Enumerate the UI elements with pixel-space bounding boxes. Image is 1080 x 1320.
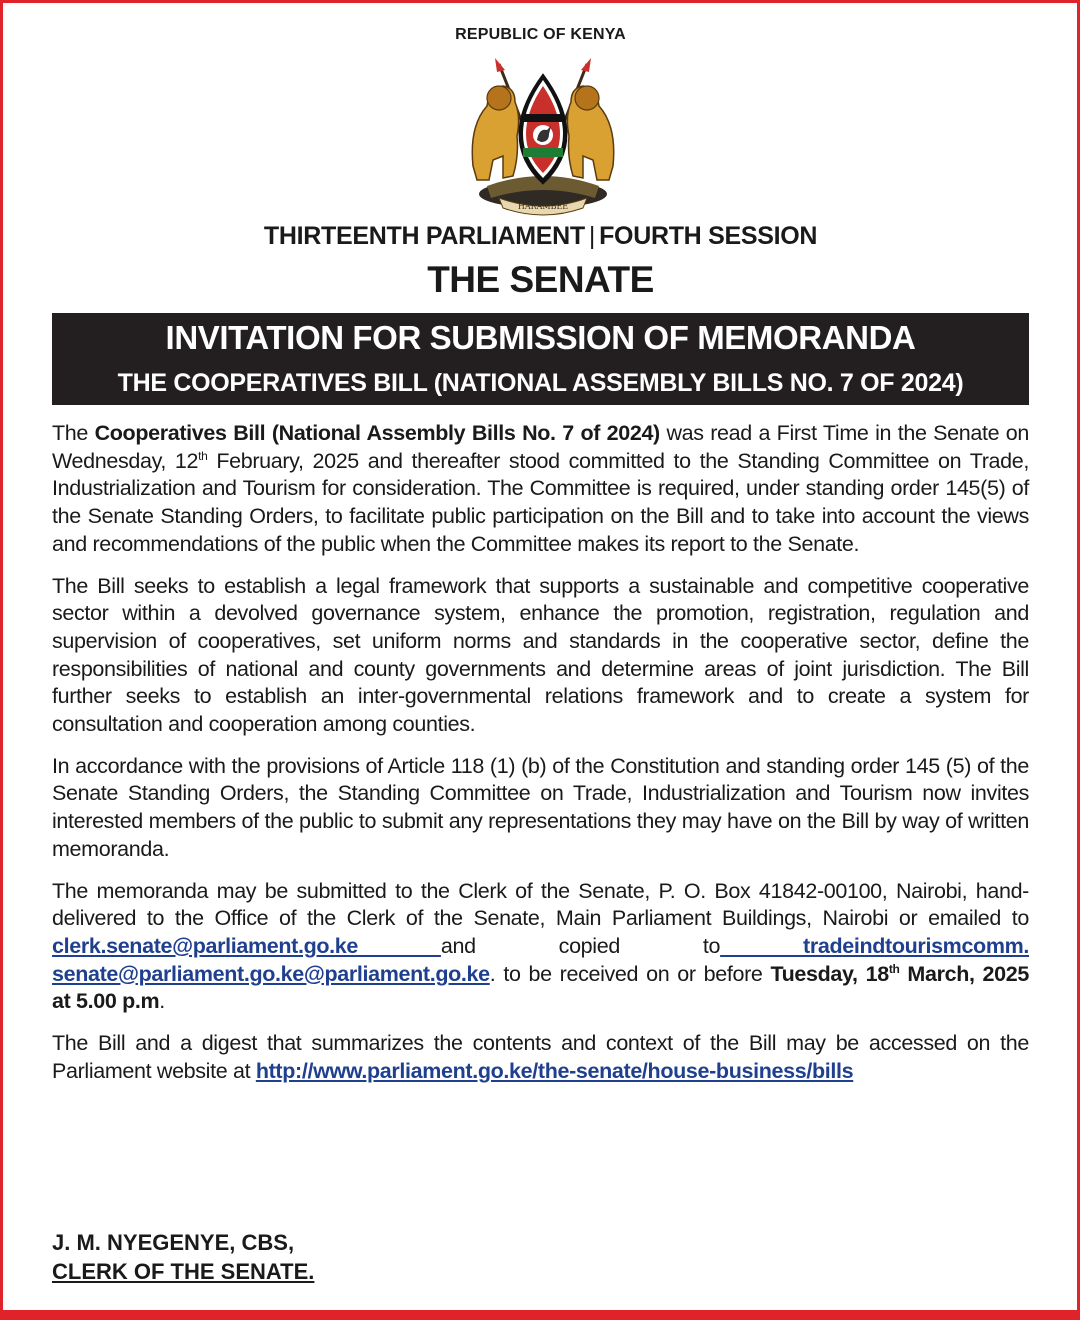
deadline-date: March, 2025 at 5.00 p.m — [52, 961, 1029, 1014]
bills-website-link[interactable]: http://www.parliament.go.ke/the-senate/house-business/bills — [255, 1058, 854, 1083]
republic-heading: REPUBLIC OF KENYA — [455, 26, 626, 43]
deadline-ordinal: th — [888, 961, 900, 976]
p4-text-c: . to be received on or before — [489, 961, 771, 986]
p1-text-start: The — [52, 421, 95, 445]
heading-separator: | — [588, 222, 596, 250]
paragraph-2: The Bill seeks to establish a legal framework that supports a sustainable and competitive cooperative sector within a devolved governance system, enhance the promotion, registration, regulation and supervision of cooperatives, set uniform norms and standards in the cooperative sector, define the responsibilities of national and county governments and determine areas of joint jurisdiction. The Bill further seeks to establish an inter-governmental relations framework and to create a system for consultation and cooperation among counties. — [52, 573, 1029, 737]
p4-text-a: The memoranda may be submitted to the Clerk of the Senate, P. O. Box 41842-00100, Nairobi, hand-delivered to the Office of the Clerk of the Senate, Main Parliament Buildings, Nairobi or emailed to — [52, 878, 1029, 931]
coat-of-arms-icon — [459, 56, 627, 216]
motto-ribbon-text: HARAMBEE — [517, 202, 569, 211]
banner-subtitle: THE COOPERATIVES BILL (NATIONAL ASSEMBLY BILLS NO. 7 OF 2024) — [117, 369, 964, 397]
p4-text-d: . — [159, 989, 165, 1014]
paragraph-4 — [52, 878, 1029, 1017]
bill-name: Cooperatives Bill (National Assembly Bills No. 7 of 2024) — [94, 421, 660, 445]
signatory-title: CLERK OF THE SENATE. — [52, 1259, 315, 1284]
notice-body — [52, 420, 1029, 1099]
paragraph-5 — [52, 1030, 1029, 1085]
paragraph-3: In accordance with the provisions of Article 118 (1) (b) of the Constitution and standing order 145 (5) of the Senate Standing Orders, the Standing Committee on Trade, Industrialization and Tourism now invites interested members of the public to submit any representations they may have on the Bill by way of written memoranda. — [52, 753, 1029, 861]
parliament-session-line — [52, 222, 1029, 251]
p1-text-a: was read a First Time in the Senate on Wednesday, 12 — [52, 421, 1029, 473]
session-label: FOURTH SESSION — [599, 222, 818, 250]
banner-title: INVITATION FOR SUBMISSION OF MEMORANDA — [165, 319, 916, 356]
house-title: THE SENATE — [427, 259, 654, 300]
p1-text-b: February, 2025 and thereafter stood committed to the Standing Committee on Trade, Industrialization and Tourism for consideration. The Committee is required, under standing order 145(5) of the Senate Standing Orders, to facilitate public participation on the Bill and to take into account the views and recommendations of the public when the Committee makes its report to the Senate. — [52, 448, 1029, 556]
committee-email-link[interactable]: tradeindtourismcomm. senate@parliament.go.ke@parliament.go.ke — [52, 933, 1029, 986]
deadline-day: Tuesday, 18 — [770, 961, 889, 986]
parliament-label: THIRTEENTH PARLIAMENT — [263, 222, 585, 250]
p5-text-a: The Bill and a digest that summarizes the contents and context of the Bill may be accessed on the Parliament website at — [52, 1031, 1029, 1083]
signature-block — [52, 1228, 1029, 1286]
clerk-email-link[interactable]: clerk.senate@parliament.go.ke — [52, 933, 441, 958]
p4-text-b: and copied to — [440, 933, 721, 958]
signatory-name: J. M. NYEGENYE, CBS, — [52, 1230, 295, 1255]
paragraph-1 — [52, 420, 1029, 559]
invitation-banner — [52, 313, 1029, 405]
ordinal-suffix: th — [198, 448, 208, 463]
